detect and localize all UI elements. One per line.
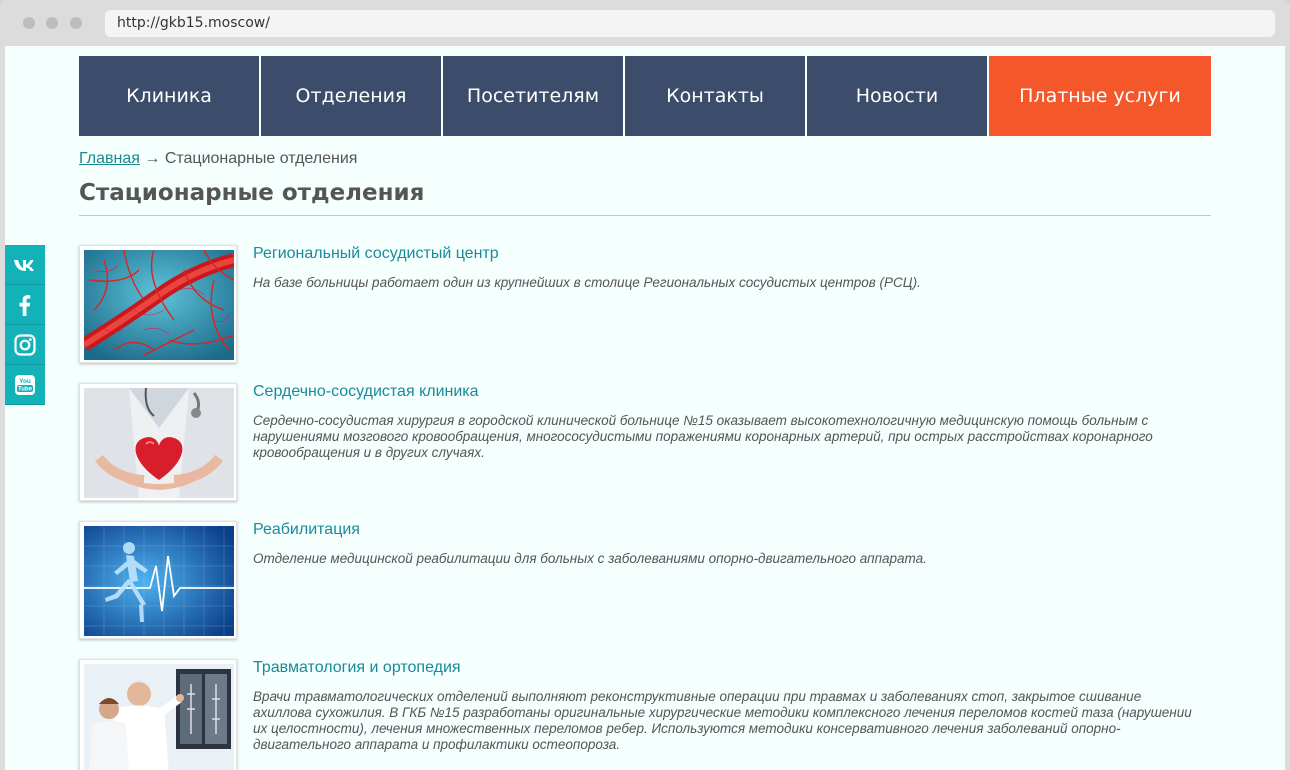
doctors-xray-image[interactable] (79, 659, 237, 770)
running-skeleton-image[interactable] (79, 521, 237, 639)
department-description: Отделение медицинской реабилитации для больных с заболеваниями опорно-двигательного аппарата. (253, 551, 927, 566)
nav-item-news[interactable]: Новости (807, 56, 987, 136)
address-bar[interactable]: http://gkb15.moscow/ (105, 10, 1275, 37)
department-title-link[interactable]: Сердечно-сосудистая клиника (253, 383, 479, 400)
vk-icon (13, 253, 37, 277)
heart-in-hands-illustration (84, 388, 234, 498)
breadcrumb-home-link[interactable]: Главная (79, 150, 140, 167)
instagram-link[interactable] (5, 325, 45, 365)
breadcrumb-separator: → (144, 150, 161, 167)
nav-item-clinic[interactable]: Клиника (79, 56, 259, 136)
department-description: Врачи травматологических отделений выполняют реконструктивные операции при травмах и заболеваниях стоп, закрытое сшивание ахиллова сухожилия. В ГКБ №15 разработаны оригинальные хирургические методики комплексного лечения переломов костей таза (нарушении их целостности), лечения множественных переломов ребер. Используются методики консервативного лечения заболеваний опорно-двигательного аппарата и профилактики остеопороза. (253, 689, 1192, 752)
department-description: Сердечно-сосудистая хирургия в городской клинической больнице №15 оказывает высокотехнологичную медицинскую помощь больным с нарушениями мозгового кровообращения, многососудистыми поражениями коронарных артерий, при острых расстройствах коронарного кровообращения и в других случаях. (253, 413, 1153, 460)
department-title-link[interactable]: Реабилитация (253, 521, 360, 538)
heart-in-hands-image[interactable] (79, 383, 237, 501)
social-sidebar (5, 245, 45, 405)
nav-item-contacts[interactable]: Контакты (625, 56, 805, 136)
nav-item-paid-services[interactable]: Платные услуги (989, 56, 1211, 136)
blood-vessels-illustration (84, 250, 234, 360)
browser-titlebar (0, 0, 1290, 46)
facebook-icon (13, 293, 37, 317)
blood-vessels-image[interactable] (79, 245, 237, 363)
youtube-link[interactable] (5, 365, 45, 405)
department-title-link[interactable]: Региональный сосудистый центр (253, 245, 499, 262)
window-maximize-button[interactable] (70, 17, 82, 29)
nav-item-departments[interactable]: Отделения (261, 56, 441, 136)
facebook-link[interactable] (5, 285, 45, 325)
main-nav (79, 56, 1211, 136)
department-title-link[interactable]: Травматология и ортопедия (253, 659, 461, 676)
doctors-xray-illustration (84, 664, 234, 770)
svg-text:Tube: Tube (18, 386, 32, 393)
vk-link[interactable] (5, 245, 45, 285)
youtube-icon (13, 373, 37, 397)
window-minimize-button[interactable] (46, 17, 58, 29)
breadcrumb-current: Стационарные отделения (164, 150, 358, 167)
svg-text:You: You (19, 377, 31, 385)
department-description: На базе больницы работает один из крупнейших в столице Региональных сосудистых центров (РСЦ). (253, 275, 921, 290)
window-close-button[interactable] (23, 17, 35, 29)
page-viewport (5, 46, 1285, 770)
nav-item-visitors[interactable]: Посетителям (443, 56, 623, 136)
running-skeleton-illustration (84, 526, 234, 636)
breadcrumb (79, 150, 357, 168)
page-title: Стационарные отделения (79, 180, 1211, 216)
instagram-icon (13, 333, 37, 357)
